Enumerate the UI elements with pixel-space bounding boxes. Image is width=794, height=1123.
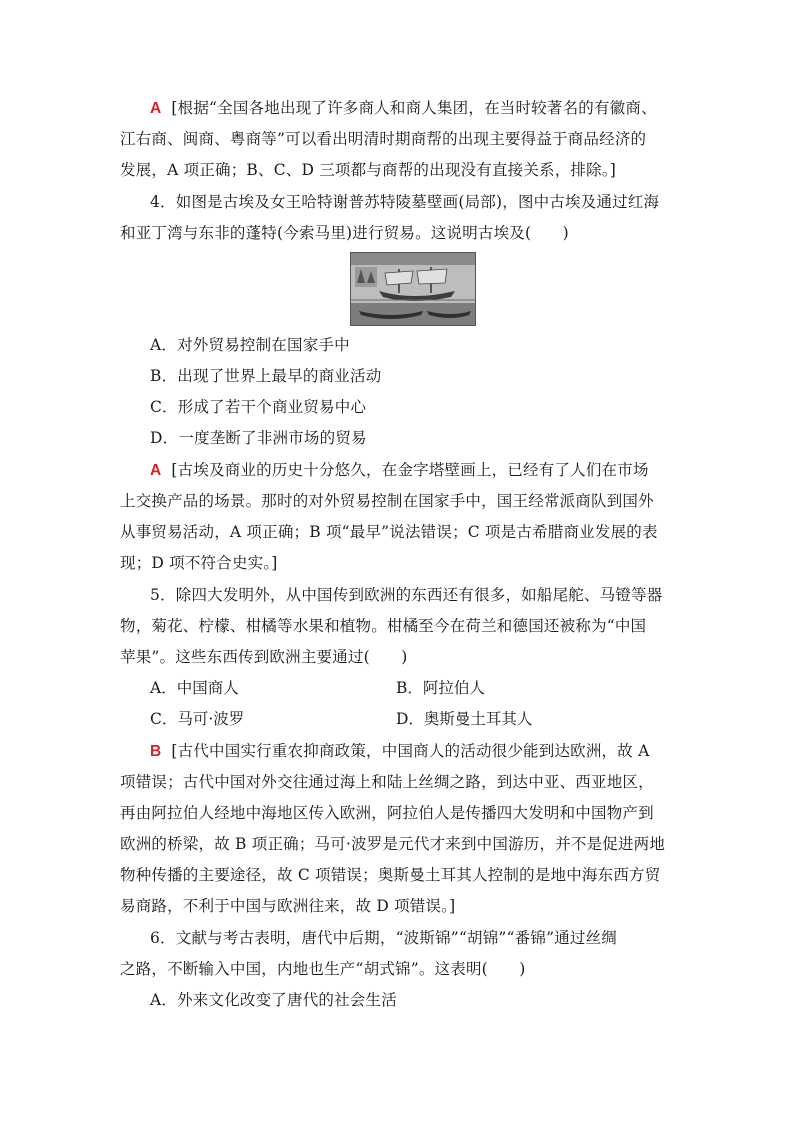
answer-line: 上交换产品的场景。那时的对外贸易控制在国家手中，国王经常派商队到国外 [120, 492, 654, 510]
answer-line: A [根据“全国各地出现了许多商人和商人集团，在当时较著名的有徽商、 [150, 99, 657, 117]
option-a: A．对外贸易控制在国家手中 [150, 336, 350, 354]
tomb-mural-image [350, 252, 476, 326]
question-stem: 和亚丁湾与东非的蓬特(今索马里)进行贸易。这说明古埃及( ) [120, 224, 569, 242]
question-stem: 之路，不断输入中国，内地也生产“胡式锦”。这表明( ) [120, 960, 526, 978]
answer-line: 物种传播的主要途径，故 C 项错误；奥斯曼土耳其人控制的是地中海东西方贸 [120, 866, 661, 884]
answer-letter: B [150, 743, 162, 760]
option-c: C．形成了若干个商业贸易中心 [150, 398, 367, 416]
question-stem: 5．除四大发明外，从中国传到欧洲的东西还有很多，如船尾舵、马镫等器 [150, 586, 663, 604]
option-a: A．外来文化改变了唐代的社会生活 [150, 991, 397, 1009]
option-d: D．奥斯曼土耳其人 [396, 710, 533, 728]
mural-ships-illustration [351, 253, 475, 325]
question-stem: 物，菊花、柠檬、柑橘等水果和植物。柑橘至今在荷兰和德国还被称为“中国 [120, 617, 647, 635]
answer-line: 从事贸易活动，A 项正确；B 项“最早”说法错误；C 项是古希腊商业发展的表 [120, 523, 658, 541]
answer-line: 项错误；古代中国对外交往通过海上和陆上丝绸之路，到达中亚、西亚地区， [120, 773, 654, 791]
option-c: C．马可·波罗 [150, 710, 245, 728]
answer-letter: A [150, 100, 162, 117]
answer-line: 欧洲的桥梁，故 B 项正确；马可·波罗是元代才来到中国游历，并不是促进两地 [120, 835, 666, 853]
question-stem: 苹果”。这些东西传到欧洲主要通过( ) [120, 648, 408, 666]
answer-letter: A [150, 462, 162, 479]
answer-line: 发展，A 项正确；B、C、D 三项都与商帮的出现没有直接关系，排除。] [120, 161, 617, 179]
answer-line: B [古代中国实行重农抑商政策，中国商人的活动很少能到达欧洲，故 A [150, 742, 650, 760]
answer-line: A [古埃及商业的历史十分悠久，在金字塔壁画上，已经有了人们在市场 [150, 461, 649, 479]
option-b: B．出现了世界上最早的商业活动 [150, 367, 382, 385]
option-d: D．一度垄断了非洲市场的贸易 [150, 429, 367, 447]
answer-line: 再由阿拉伯人经地中海地区传入欧洲，阿拉伯人是传播四大发明和中国物产到 [120, 804, 654, 822]
answer-line: 易商路，不利于中国与欧洲往来，故 D 项错误。] [120, 897, 456, 915]
answer-line: 现；D 项不符合史实。] [120, 554, 278, 572]
question-stem: 4．如图是古埃及女王哈特谢普苏特陵墓壁画(局部)，图中古埃及通过红海 [150, 193, 660, 211]
option-b: B．阿拉伯人 [396, 679, 485, 697]
option-a: A．中国商人 [150, 679, 239, 697]
question-stem: 6．文献与考古表明，唐代中后期，“波斯锦”“胡锦”“番锦”通过丝绸 [150, 929, 618, 947]
answer-line: 江右商、闽商、粤商等”可以看出明清时期商帮的出现主要得益于商品经济的 [120, 130, 647, 148]
